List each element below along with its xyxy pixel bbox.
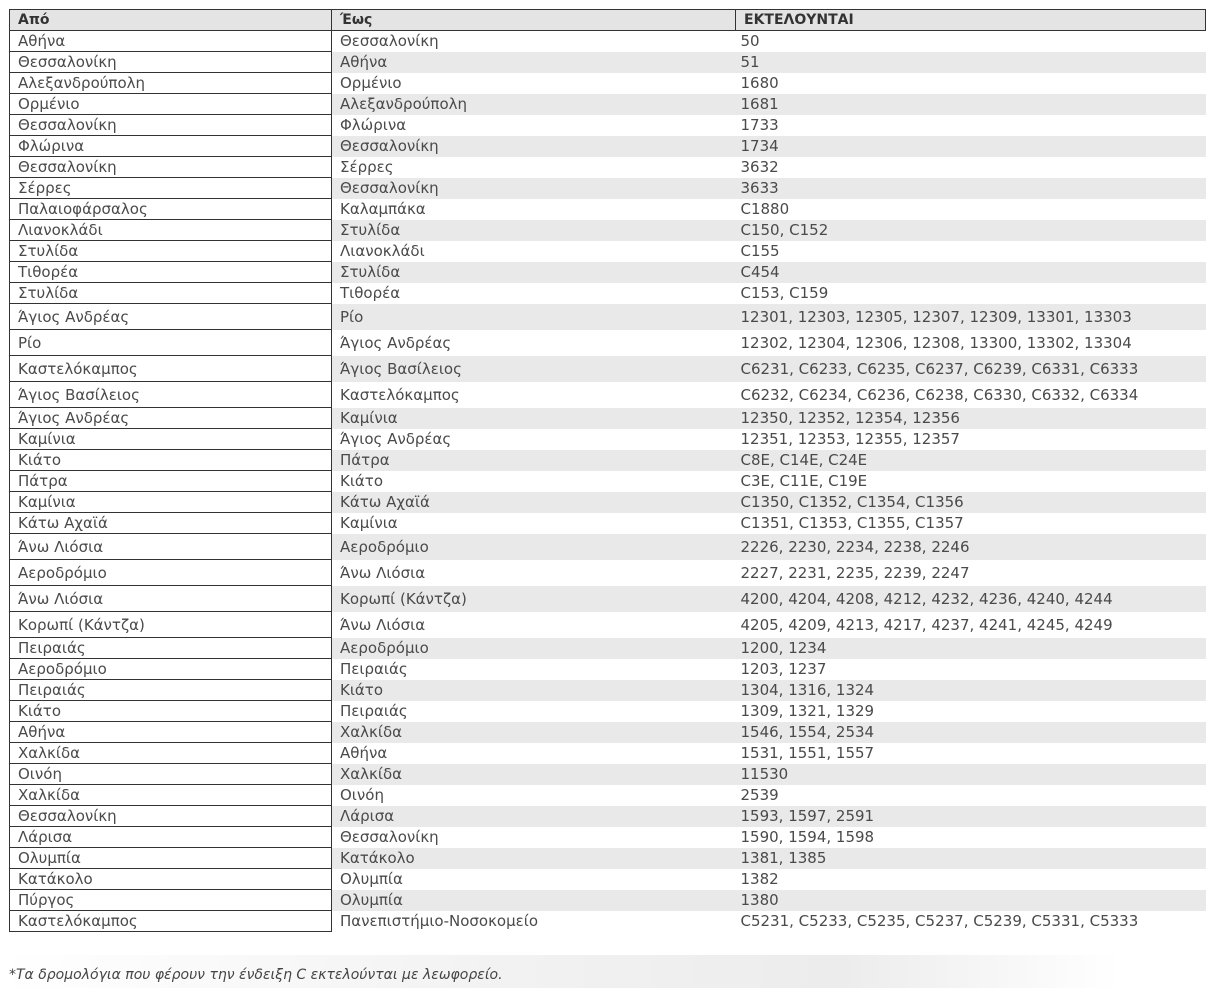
cell-from: Ολυμπία [10,848,332,869]
cell-to: Χαλκίδα [332,722,736,743]
cell-from: Αθήνα [10,31,332,52]
cell-to: Ολυμπία [332,890,736,911]
cell-runs: 2227, 2231, 2235, 2239, 2247 [736,560,1206,586]
cell-to: Άγιος Ανδρέας [332,429,736,450]
cell-to: Αθήνα [332,743,736,764]
cell-runs: 1733 [736,115,1206,136]
cell-runs: 1203, 1237 [736,659,1206,680]
table-row [10,31,1206,52]
table-row [10,94,1206,115]
cell-from: Άγιος Ανδρέας [10,408,332,429]
table-row [10,199,1206,220]
cell-to: Κορωπί (Κάντζα) [332,586,736,612]
cell-to: Ορμένιο [332,73,736,94]
cell-to: Καμίνια [332,513,736,534]
cell-from: Καστελόκαμπος [10,911,332,932]
header-row [10,10,1206,31]
cell-from: Θεσσαλονίκη [10,115,332,136]
table-row [10,356,1206,382]
cell-runs: 3633 [736,178,1206,199]
schedule-table [9,9,1206,932]
header-runs: ΕΚΤΕΛΟΥΝΤΑΙ [736,10,1206,31]
cell-runs: 1382 [736,869,1206,890]
cell-to: Αλεξανδρούπολη [332,94,736,115]
cell-from: Λιανοκλάδι [10,220,332,241]
cell-to: Αθήνα [332,52,736,73]
header-from: Από [10,10,332,31]
cell-from: Αλεξανδρούπολη [10,73,332,94]
cell-to: Θεσσαλονίκη [332,827,736,848]
cell-from: Σέρρες [10,178,332,199]
cell-from: Θεσσαλονίκη [10,52,332,73]
cell-runs: 1590, 1594, 1598 [736,827,1206,848]
cell-runs: 1380 [736,890,1206,911]
cell-to: Σέρρες [332,157,736,178]
cell-runs: 1593, 1597, 2591 [736,806,1206,827]
cell-from: Καμίνια [10,492,332,513]
cell-from: Χαλκίδα [10,785,332,806]
table-row [10,722,1206,743]
cell-to: Ολυμπία [332,869,736,890]
cell-from: Χαλκίδα [10,743,332,764]
cell-runs: C5231, C5233, C5235, C5237, C5239, C5331, C5333 [736,911,1206,932]
cell-from: Θεσσαλονίκη [10,157,332,178]
cell-from: Κιάτο [10,450,332,471]
cell-to: Κάτω Αχαϊά [332,492,736,513]
cell-to: Κατάκολο [332,848,736,869]
cell-runs: 1681 [736,94,1206,115]
cell-runs: C8E, C14E, C24E [736,450,1206,471]
table-row [10,73,1206,94]
table-row [10,241,1206,262]
cell-from: Ρίο [10,330,332,356]
table-row [10,743,1206,764]
table-row [10,52,1206,73]
cell-runs: 2226, 2230, 2234, 2238, 2246 [736,534,1206,560]
table-row [10,304,1206,330]
table-row [10,136,1206,157]
cell-runs: C1351, C1353, C1355, C1357 [736,513,1206,534]
cell-runs: 1381, 1385 [736,848,1206,869]
cell-from: Θεσσαλονίκη [10,806,332,827]
cell-runs: 3632 [736,157,1206,178]
table-row [10,178,1206,199]
table-row [10,911,1206,932]
table-row [10,848,1206,869]
table-row [10,471,1206,492]
cell-from: Κιάτο [10,701,332,722]
table-row [10,450,1206,471]
cell-runs: 1200, 1234 [736,638,1206,659]
table-row [10,382,1206,408]
table-row [10,283,1206,304]
cell-runs: C6232, C6234, C6236, C6238, C6330, C6332, C6334 [736,382,1206,408]
cell-from: Κατάκολο [10,869,332,890]
table-row [10,330,1206,356]
cell-runs: C1350, C1352, C1354, C1356 [736,492,1206,513]
cell-to: Άγιος Βασίλειος [332,356,736,382]
cell-runs: 51 [736,52,1206,73]
table-row [10,157,1206,178]
cell-to: Τιθορέα [332,283,736,304]
cell-from: Κορωπί (Κάντζα) [10,612,332,638]
cell-from: Κάτω Αχαϊά [10,513,332,534]
cell-to: Άνω Λιόσια [332,560,736,586]
table-row [10,586,1206,612]
cell-to: Κιάτο [332,471,736,492]
cell-from: Άγιος Ανδρέας [10,304,332,330]
cell-to: Θεσσαλονίκη [332,178,736,199]
cell-from: Στυλίδα [10,283,332,304]
cell-runs: 1304, 1316, 1324 [736,680,1206,701]
cell-to: Λιανοκλάδι [332,241,736,262]
cell-from: Παλαιοφάρσαλος [10,199,332,220]
table-row [10,534,1206,560]
cell-to: Κιάτο [332,680,736,701]
table-row [10,638,1206,659]
cell-runs: C454 [736,262,1206,283]
cell-runs: 50 [736,31,1206,52]
cell-runs: 12350, 12352, 12354, 12356 [736,408,1206,429]
cell-to: Άγιος Ανδρέας [332,330,736,356]
cell-from: Πάτρα [10,471,332,492]
cell-to: Πειραιάς [332,701,736,722]
cell-to: Στυλίδα [332,220,736,241]
cell-runs: 12351, 12353, 12355, 12357 [736,429,1206,450]
cell-runs: 1734 [736,136,1206,157]
table-row [10,890,1206,911]
cell-runs: 4205, 4209, 4213, 4217, 4237, 4241, 4245, 4249 [736,612,1206,638]
table-row [10,806,1206,827]
cell-from: Φλώρινα [10,136,332,157]
cell-to: Αεροδρόμιο [332,534,736,560]
table-row [10,560,1206,586]
cell-from: Αεροδρόμιο [10,560,332,586]
cell-to: Καμίνια [332,408,736,429]
cell-from: Καμίνια [10,429,332,450]
cell-runs: C6231, C6233, C6235, C6237, C6239, C6331, C6333 [736,356,1206,382]
table-row [10,492,1206,513]
cell-from: Ορμένιο [10,94,332,115]
cell-from: Πύργος [10,890,332,911]
cell-runs: C153, C159 [736,283,1206,304]
cell-to: Στυλίδα [332,262,736,283]
cell-to: Άνω Λιόσια [332,612,736,638]
table-row [10,785,1206,806]
cell-from: Άνω Λιόσια [10,534,332,560]
cell-from: Τιθορέα [10,262,332,283]
cell-runs: 11530 [736,764,1206,785]
cell-runs: 12302, 12304, 12306, 12308, 13300, 13302, 13304 [736,330,1206,356]
table-row [10,220,1206,241]
cell-runs: C1880 [736,199,1206,220]
cell-to: Αεροδρόμιο [332,638,736,659]
cell-runs: C155 [736,241,1206,262]
footnote-bar [0,955,1120,988]
cell-to: Θεσσαλονίκη [332,31,736,52]
table-row [10,612,1206,638]
cell-from: Άνω Λιόσια [10,586,332,612]
cell-runs: 1531, 1551, 1557 [736,743,1206,764]
cell-from: Αεροδρόμιο [10,659,332,680]
cell-from: Στυλίδα [10,241,332,262]
cell-from: Αθήνα [10,722,332,743]
cell-runs: C150, C152 [736,220,1206,241]
table-row [10,115,1206,136]
cell-to: Καστελόκαμπος [332,382,736,408]
table-row [10,262,1206,283]
footnote: *Τα δρομολόγια που φέρουν την ένδειξη C εκτελούνται με λεωφορείο. [9,967,503,983]
cell-from: Οινόη [10,764,332,785]
cell-to: Καλαμπάκα [332,199,736,220]
header-to: Έως [332,10,736,31]
cell-to: Πάτρα [332,450,736,471]
cell-from: Άγιος Βασίλειος [10,382,332,408]
cell-to: Φλώρινα [332,115,736,136]
table-row [10,680,1206,701]
cell-to: Θεσσαλονίκη [332,136,736,157]
table-row [10,701,1206,722]
cell-to: Ρίο [332,304,736,330]
cell-runs: 4200, 4204, 4208, 4212, 4232, 4236, 4240, 4244 [736,586,1206,612]
table-row [10,869,1206,890]
table-row [10,429,1206,450]
cell-runs: 1309, 1321, 1329 [736,701,1206,722]
cell-from: Πειραιάς [10,638,332,659]
cell-runs: 1680 [736,73,1206,94]
table-row [10,513,1206,534]
cell-from: Καστελόκαμπος [10,356,332,382]
cell-runs: 12301, 12303, 12305, 12307, 12309, 13301, 13303 [736,304,1206,330]
cell-from: Πειραιάς [10,680,332,701]
cell-from: Λάρισα [10,827,332,848]
table-row [10,408,1206,429]
cell-runs: 2539 [736,785,1206,806]
cell-to: Πειραιάς [332,659,736,680]
cell-runs: 1546, 1554, 2534 [736,722,1206,743]
cell-to: Πανεπιστήμιο-Νοσοκομείο [332,911,736,932]
cell-to: Λάρισα [332,806,736,827]
cell-to: Οινόη [332,785,736,806]
table-row [10,827,1206,848]
table-row [10,659,1206,680]
cell-to: Χαλκίδα [332,764,736,785]
table-row [10,764,1206,785]
cell-runs: C3E, C11E, C19E [736,471,1206,492]
